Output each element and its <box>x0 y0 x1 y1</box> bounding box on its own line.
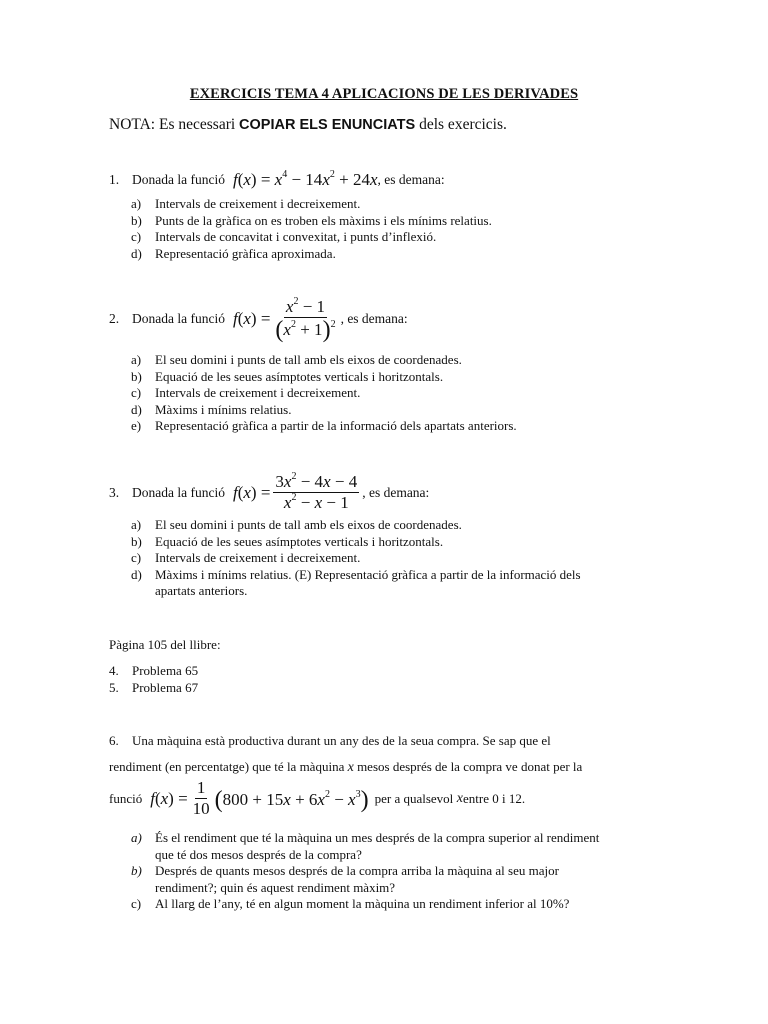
list-item: c) Al llarg de l’any, té en algun moment la màquina un rendiment inferior al 10%? <box>131 896 570 911</box>
formula-f1: $f(x) = x^4 - 14x^2 + 24x$ <box>232 169 378 189</box>
exercise-3-items <box>131 517 581 600</box>
exercise-intro: Donada la funció <box>132 172 225 187</box>
list-item: b) Després de quants mesos després de la compra arriba la màquina al seu major rendiment?; quin és aquest rendiment màxim? <box>131 863 559 895</box>
exercise-ask: , es demana: <box>377 172 445 187</box>
list-item: 4. Problema 65 <box>109 663 199 678</box>
exercise-6-items <box>131 830 599 913</box>
note <box>109 116 507 134</box>
exercise-2 <box>109 296 408 343</box>
note-emphasis: COPIAR ELS ENUNCIATS <box>239 117 416 133</box>
list-item: 5. Problema 67 <box>109 680 199 695</box>
list-item: b) Equació de les seues asímptotes verticals i horitzontals. <box>131 533 444 549</box>
exercise-3 <box>109 472 429 513</box>
page-title: EXERCICIS TEMA 4 APLICACIONS DE LES DERIVADES <box>189 86 579 102</box>
list-item: b) Punts de la gràfica on es troben els màxims i els mínims relatius. <box>131 212 492 228</box>
list-item: d) Representació gràfica aproximada. <box>131 245 336 261</box>
exercise-1-items <box>131 196 492 262</box>
exercise-number: 3. <box>109 484 120 500</box>
formula-f6: f(x) = $\frac{1}{10}$ $(800 + 15x + 6x^2 - x^3)$ <box>150 778 369 818</box>
exercise-ask: , es demana: <box>340 310 408 326</box>
list-item: c) Intervals de creixement i decreixement. <box>131 550 361 565</box>
exercise-6-line-2: rendiment (en percentatge) que té la màquina x mesos després de la compra ve donat per la <box>109 759 583 775</box>
exercise-ask: , es demana: <box>362 484 430 500</box>
list-item: c) Intervals de creixement i decreixement. <box>131 385 361 400</box>
list-item: d) Màxims i mínims relatius. <box>131 401 292 417</box>
exercise-intro: Donada la funció <box>132 484 225 500</box>
formula-f3: f(x) = $\frac{3x^2 - 4x - 4}{x^2 - x - 1}$ <box>232 471 358 512</box>
exercise-6-line-3: funció f(x) = $\frac{1}{10}$ $(800 + 15x + 6x^2 - x^3)$ per a qualsevol x entre 0 i 12. <box>109 778 526 818</box>
exercise-6-line-1: 6. Una màquina està productiva durant un any des de la seua compra. Se sap que el <box>109 733 551 748</box>
exercise-1 <box>109 170 445 190</box>
formula-f2: f(x) = $\frac{x^2 - 1}{(x^2 + 1)^2}$ <box>232 296 336 343</box>
list-item: b) Equació de les seues asímptotes verticals i horitzontals. <box>131 368 444 384</box>
list-item: d) Màxims i mínims relatius. (E) Representació gràfica a partir de la informació dels apartats anteriors. <box>131 566 581 598</box>
exercise-intro: Donada la funció <box>132 310 225 326</box>
exercise-number: 1. <box>109 172 120 187</box>
list-item: a) Intervals de creixement i decreixement. <box>131 196 361 211</box>
list-item: a) És el rendiment que té la màquina un mes després de la compra superior al rendiment que té dos mesos després de la compra? <box>131 830 600 862</box>
list-item: c) Intervals de concavitat i convexitat, i punts d’inflexió. <box>131 229 437 244</box>
exercise-number: 2. <box>109 310 120 326</box>
list-item: a) El seu domini i punts de tall amb els eixos de coordenades. <box>131 352 462 367</box>
list-item: e) Representació gràfica a partir de la informació dels apartats anteriors. <box>131 418 517 433</box>
list-item: a) El seu domini i punts de tall amb els eixos de coordenades. <box>131 517 462 532</box>
note-prefix: NOTA: Es necessari <box>109 116 240 133</box>
book-heading: Pàgina 105 del llibre: <box>109 637 221 652</box>
exercise-2-items <box>131 352 517 435</box>
note-suffix: dels exercicis. <box>415 116 507 133</box>
